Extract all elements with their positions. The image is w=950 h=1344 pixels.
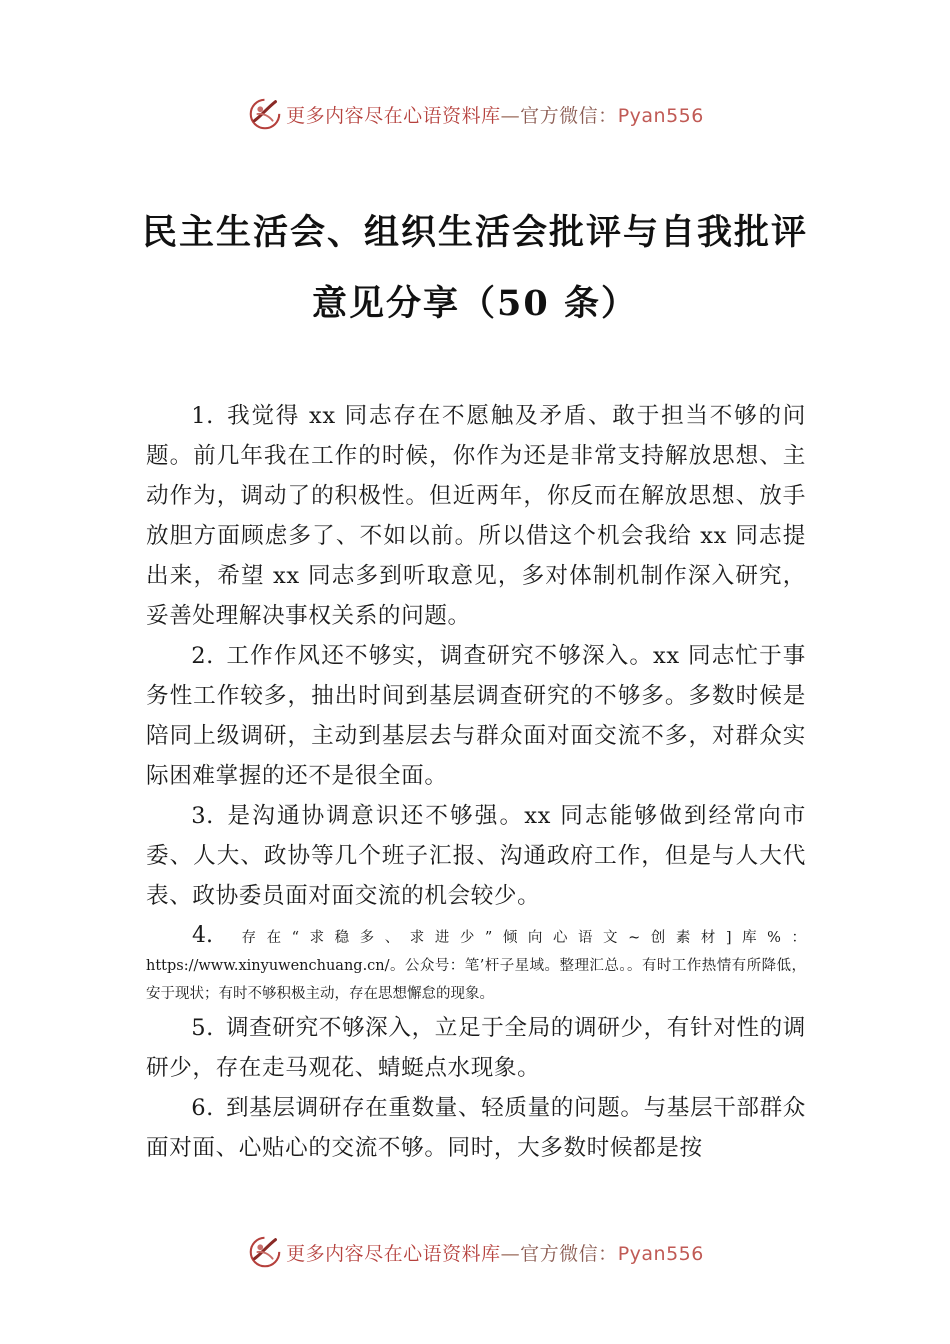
brush-logo-icon	[246, 1233, 284, 1271]
list-item	[146, 1088, 806, 1168]
item-text: 到基层调研存在重数量、轻质量的问题。与基层干部群众面对面、心贴心的交流不够。同时，大多数时候都是按	[146, 1095, 806, 1161]
list-item	[146, 1008, 806, 1088]
footer-banner	[0, 1232, 950, 1272]
banner-wechat-id: Pyan556	[617, 104, 704, 127]
document-title-line-1: 民主生活会、组织生活会批评与自我批评	[141, 212, 808, 253]
item-text: 工作作风还不够实，调查研究不够深入。xx 同志忙于事务性工作较多，抽出时间到基层调查研究的不够多。多数时候是陪同上级调研，主动到基层去与群众面对面交流不多，对群众实际困难掌握的还不是很全面。	[146, 643, 806, 789]
item-text: 调查研究不够深入，立足于全局的调研少，有针对性的调研少，存在走马观花、蜻蜓点水现象。	[146, 1015, 806, 1081]
banner-slogan: 更多内容尽在心语资料库	[286, 104, 501, 127]
item-number: 6.	[191, 1095, 214, 1121]
header-banner	[0, 94, 950, 134]
banner-wechat-id: Pyan556	[617, 1242, 704, 1265]
item-number: 4.	[192, 923, 213, 948]
item-number: 2.	[191, 643, 214, 669]
banner-slogan: 更多内容尽在心语资料库	[286, 1242, 501, 1265]
list-item	[146, 796, 806, 916]
list-item	[146, 916, 806, 1008]
item-number: 5.	[191, 1015, 214, 1041]
banner-separator: —	[500, 104, 521, 127]
banner-wechat-label: 官方微信：	[520, 1242, 618, 1265]
item-number: 1.	[191, 403, 214, 429]
item-text: 存在“求稳多、求进少”倾向心语文~创素材]库%：https://www.xinyuwenchuang.cn/。公众号：笔’杆子星域。整理汇总。。有时工作热情有所降低，安于现状；有时不够积极主动，存在思想懈怠的现象。	[146, 930, 806, 1002]
document-body	[146, 396, 806, 1168]
list-item	[146, 396, 806, 636]
item-text: 我觉得 xx 同志存在不愿触及矛盾、敢于担当不够的问题。前几年我在工作的时候，你作为还是非常支持解放思想、主动作为，调动了的积极性。但近两年，你反而在解放思想、放手放胆方面顾虑多了、不如以前。所以借这个机会我给 xx 同志提出来，希望 xx 同志多到听取意见，多对体制机制作深入研究，妥善处理解决事权关系的问题。	[146, 403, 806, 629]
banner-text	[286, 1239, 704, 1266]
banner-separator: —	[500, 1242, 521, 1265]
brush-logo-icon	[246, 95, 284, 133]
banner-text	[286, 101, 704, 128]
item-number: 3.	[191, 803, 214, 829]
banner-wechat-label: 官方微信：	[520, 104, 618, 127]
list-item	[146, 636, 806, 796]
document-title-line-2: 意见分享（50 条）	[312, 283, 638, 324]
item-text: 是沟通协调意识还不够强。xx 同志能够做到经常向市委、人大、政协等几个班子汇报、沟通政府工作，但是与人大代表、政协委员面对面交流的机会较少。	[146, 803, 806, 909]
